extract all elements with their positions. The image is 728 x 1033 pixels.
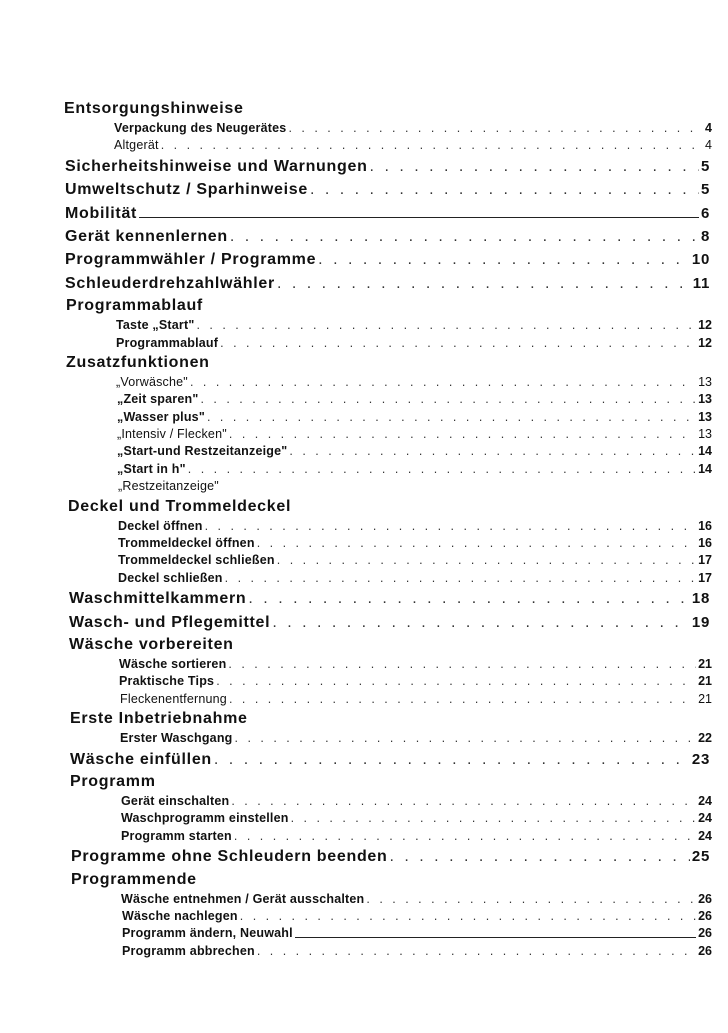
toc-page-number: 21: [698, 674, 712, 689]
toc-entry-title: Umweltschutz / Sparhinweise: [65, 181, 308, 199]
toc-dot-leader: [257, 943, 696, 960]
toc-page-number: 13: [698, 392, 712, 407]
toc-entry-title: Fleckenentfernung: [120, 691, 227, 706]
toc-entry-title: „Start in h": [117, 461, 186, 476]
toc-dot-leader: [231, 793, 696, 810]
toc-entry-title: Wäsche einfüllen: [70, 750, 212, 768]
toc-entry-title: Trommeldeckel schließen: [118, 553, 275, 568]
toc-page-number: 24: [698, 828, 712, 843]
toc-subentry: [0, 943, 712, 960]
toc-entry-title: Programm ändern, Neuwahl: [122, 926, 293, 941]
toc-entry-title: Programmwähler / Programme: [65, 251, 317, 269]
toc-subentry: [0, 374, 712, 391]
toc-dot-leader: [289, 443, 696, 460]
toc-dot-leader: [288, 120, 703, 137]
toc-dot-leader: [295, 937, 696, 938]
toc-heading: [0, 708, 710, 730]
toc-heading: [0, 771, 710, 793]
toc-entry-title: Programmablauf: [116, 335, 219, 350]
toc-page-number: 14: [698, 461, 712, 476]
toc-section-entry: [0, 178, 710, 201]
toc-entry-title: Praktische Tips: [119, 674, 215, 689]
toc-page-number: 26: [698, 908, 712, 923]
toc-page-number: 4: [705, 121, 712, 135]
toc-dot-leader: [257, 535, 696, 552]
toc-dot-leader: [220, 335, 696, 352]
toc-dot-leader: [216, 673, 696, 690]
toc-dot-leader: [196, 317, 696, 334]
toc-heading: [0, 98, 710, 120]
toc-page-number: 26: [698, 891, 712, 906]
toc-subentry: [0, 730, 712, 747]
toc-entry-title: Programm: [70, 772, 156, 790]
toc-page-number: 13: [698, 374, 712, 389]
toc-subentry: [0, 317, 712, 334]
toc-entry-title: Wäsche sortieren: [119, 656, 227, 671]
toc-entry-title: Waschprogramm einstellen: [121, 811, 289, 826]
toc-entry-title: Deckel öffnen: [118, 518, 203, 533]
toc-dot-leader: [207, 409, 696, 426]
toc-entry-title: Programmende: [71, 870, 197, 888]
toc-page-number: 5: [700, 157, 710, 175]
toc-dot-leader: [318, 248, 690, 271]
toc-dot-leader: [234, 828, 696, 845]
toc-entry-title: Programm starten: [121, 828, 232, 843]
toc-subentry: [0, 426, 712, 443]
toc-entry-title: Entsorgungshinweise: [64, 100, 244, 117]
toc-subentry: [0, 461, 712, 478]
toc-subentry: [0, 656, 712, 673]
toc-page-number: 13: [698, 427, 712, 442]
toc-entry-title: Verpackung des Neugerätes: [114, 121, 287, 135]
toc-entry-title: Trommeldeckel öffnen: [118, 536, 255, 551]
toc-page-number: 16: [698, 536, 712, 551]
toc-heading: [0, 496, 710, 518]
toc-entry-title: Erster Waschgang: [120, 731, 233, 746]
toc-entry-title: Programme ohne Schleudern beenden: [71, 848, 388, 866]
toc-dot-leader: [214, 748, 690, 771]
toc-page-number: 22: [698, 731, 712, 746]
toc-dot-leader: [190, 374, 696, 391]
toc-section-entry: [0, 202, 710, 225]
toc-subentry: [0, 409, 712, 426]
toc-dot-leader: [370, 155, 699, 178]
toc-dot-leader: [390, 845, 690, 868]
toc-entry-title: Gerät kennenlernen: [65, 227, 228, 245]
toc-entry-title: „Zeit sparen": [117, 392, 199, 407]
toc-subentry: [0, 335, 712, 352]
toc-entry-title: Zusatzfunktionen: [66, 353, 210, 371]
toc-entry-title: Schleuderdrehzahlwähler: [65, 274, 275, 292]
toc-page-number: 13: [698, 409, 712, 424]
toc-heading: [0, 869, 710, 891]
toc-section-entry: [0, 155, 710, 178]
toc-subentry: [0, 478, 712, 495]
toc-page-number: 24: [698, 811, 712, 826]
toc-entry-title: Sicherheitshinweise und Warnungen: [65, 157, 368, 175]
toc-dot-leader: [291, 810, 697, 827]
toc-section-entry: [0, 225, 710, 248]
toc-subentry: [0, 443, 712, 460]
toc-page-number: 23: [691, 750, 710, 768]
toc-section-entry: [0, 248, 710, 271]
toc-dot-leader: [277, 552, 696, 569]
toc-entry-title: „Start-und Restzeitanzeige": [117, 444, 288, 459]
toc-section-entry: [0, 272, 710, 295]
toc-page-number: 18: [691, 590, 710, 608]
toc-subentry: [0, 552, 712, 569]
toc-section-entry: [0, 587, 710, 610]
toc-entry-title: Taste „Start": [116, 318, 195, 333]
toc-dot-leader: [248, 587, 690, 610]
toc-entry-title: „Intensiv / Flecken": [117, 427, 227, 442]
toc-entry-title: „Restzeitanzeige": [118, 479, 219, 494]
toc-dot-leader: [225, 570, 696, 587]
toc-page-number: 24: [698, 793, 712, 808]
toc-subentry: [0, 137, 712, 154]
toc-dot-leader: [272, 611, 690, 634]
toc-page-number: 17: [698, 553, 712, 568]
toc-subentry: [0, 391, 712, 408]
toc-section-entry: [0, 845, 710, 868]
toc-page-number: 10: [691, 251, 710, 269]
toc-entry-title: Mobilität: [65, 204, 138, 222]
toc-page-number: 16: [698, 518, 712, 533]
toc-entry-title: Programm abbrechen: [122, 943, 255, 958]
toc-page-number: 6: [700, 204, 710, 222]
toc-dot-leader: [205, 518, 697, 535]
toc-dot-leader: [277, 272, 691, 295]
toc-subentry: [0, 120, 712, 137]
toc-dot-leader: [366, 891, 696, 908]
toc-entry-title: „Wasser plus": [117, 409, 205, 424]
toc-subentry: [0, 925, 712, 942]
toc-page-number: 26: [698, 943, 712, 958]
toc-dot-leader: [240, 908, 696, 925]
toc-entry-title: Wasch- und Pflegemittel: [69, 613, 271, 631]
toc-subentry: [0, 673, 712, 690]
toc-entry-title: Gerät einschalten: [121, 793, 230, 808]
toc-page-number: 19: [691, 613, 710, 631]
toc-entry-title: Waschmittelkammern: [69, 590, 247, 608]
table-of-contents: [0, 98, 728, 960]
toc-page-number: 12: [698, 335, 712, 350]
toc-dot-leader: [228, 656, 696, 673]
toc-section-entry: [0, 748, 710, 771]
toc-dot-leader: [310, 178, 699, 201]
toc-dot-leader: [139, 217, 699, 218]
toc-page-number: 17: [698, 570, 712, 585]
toc-heading: [0, 634, 710, 656]
toc-page-number: 4: [705, 138, 712, 153]
toc-page-number: 21: [698, 691, 712, 706]
toc-heading: [0, 352, 710, 374]
toc-entry-title: Wäsche entnehmen / Gerät ausschalten: [121, 891, 365, 906]
toc-page-number: 8: [700, 227, 710, 245]
toc-subentry: [0, 828, 712, 845]
toc-page-number: 14: [698, 444, 712, 459]
toc-subentry: [0, 570, 712, 587]
toc-dot-leader: [188, 461, 696, 478]
toc-entry-title: Wäsche nachlegen: [122, 908, 238, 923]
toc-dot-leader: [229, 691, 696, 708]
toc-entry-title: Deckel und Trommeldeckel: [68, 497, 292, 515]
toc-dot-leader: [161, 137, 703, 154]
toc-entry-title: Deckel schließen: [118, 570, 223, 585]
toc-dot-leader: [200, 391, 696, 408]
toc-page-number: 26: [698, 926, 712, 941]
toc-page-number: 25: [691, 848, 710, 866]
toc-page-number: 11: [692, 274, 710, 292]
toc-subentry: [0, 908, 712, 925]
toc-heading: [0, 295, 710, 317]
toc-subentry: [0, 793, 712, 810]
toc-subentry: [0, 691, 712, 708]
toc-subentry: [0, 891, 712, 908]
toc-entry-title: Altgerät: [114, 138, 159, 153]
toc-section-entry: [0, 611, 710, 634]
toc-page-number: 12: [698, 318, 712, 333]
toc-page-number: 21: [698, 656, 712, 671]
toc-entry-title: Wäsche vorbereiten: [69, 635, 234, 653]
toc-dot-leader: [229, 426, 696, 443]
toc-subentry: [0, 810, 712, 827]
toc-subentry: [0, 518, 712, 535]
toc-dot-leader: [235, 730, 697, 747]
toc-entry-title: Erste Inbetriebnahme: [70, 710, 248, 728]
toc-dot-leader: [230, 225, 699, 248]
toc-page-number: 5: [700, 181, 710, 199]
toc-subentry: [0, 535, 712, 552]
toc-entry-title: Programmablauf: [66, 297, 203, 315]
toc-entry-title: „Vorwäsche": [116, 374, 188, 389]
